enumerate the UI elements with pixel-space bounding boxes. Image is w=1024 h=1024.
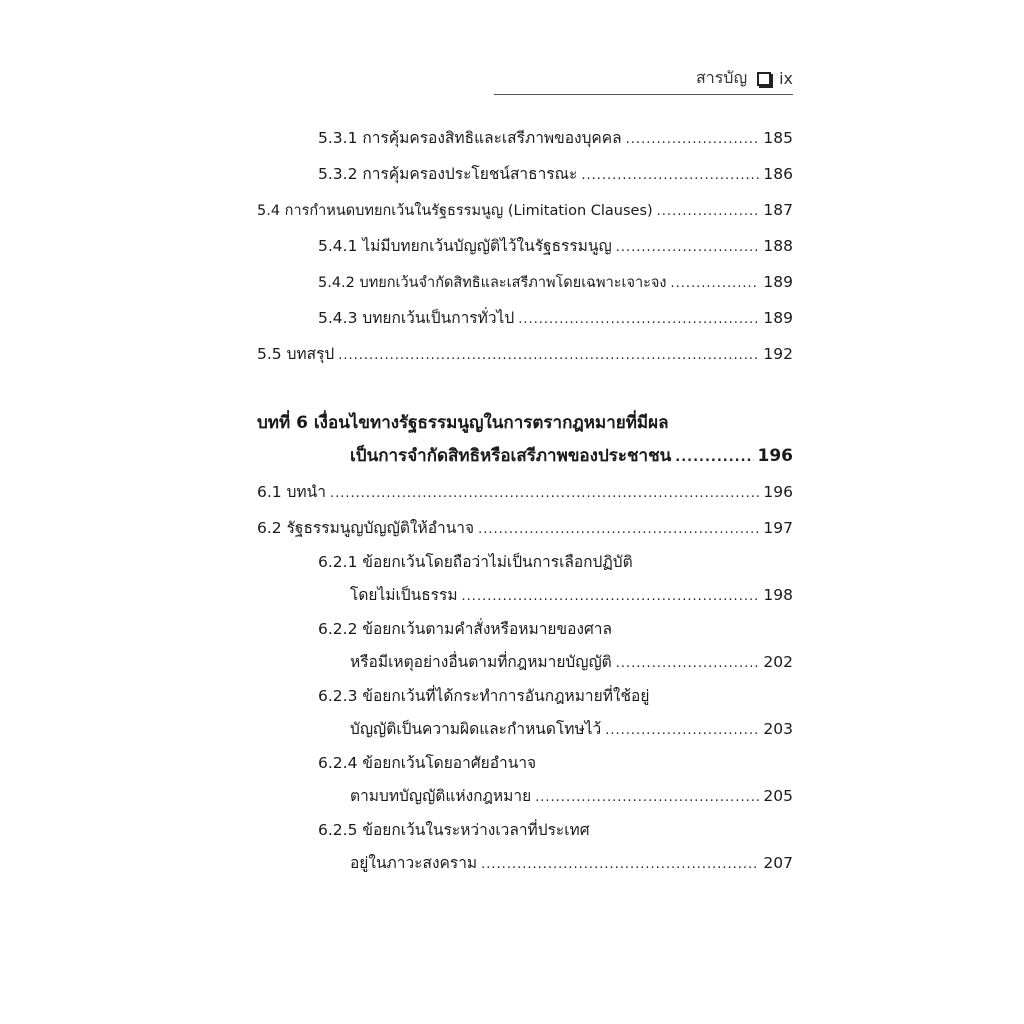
header-page-number: ix bbox=[779, 69, 793, 88]
toc-entry-6-2-2[interactable] bbox=[318, 618, 793, 640]
leader-dots bbox=[671, 273, 760, 295]
header-title: สารบัญ bbox=[695, 68, 748, 87]
toc-entry-page: 202 bbox=[763, 653, 793, 671]
toc-entry-5-4-2[interactable] bbox=[318, 271, 793, 293]
toc-entry-page: 189 bbox=[763, 309, 793, 327]
toc-entry-label: 5.4.3 บทยกเว้นเป็นการทั่วไป bbox=[318, 309, 515, 327]
toc-entry-label: 5.3.1 การคุ้มครองสิทธิและเสรีภาพของบุคคล bbox=[318, 129, 622, 147]
toc-entry-6-2-4-continued[interactable] bbox=[350, 785, 793, 807]
chapter-title-continued: เป็นการจำกัดสิทธิหรือเสรีภาพของประชาชน bbox=[350, 446, 672, 466]
leader-dots bbox=[605, 720, 759, 742]
leader-dots bbox=[462, 586, 760, 608]
running-header bbox=[494, 64, 793, 95]
toc-entry-6-1[interactable] bbox=[257, 481, 793, 503]
toc-entry-page: 207 bbox=[763, 854, 793, 872]
toc-entry-label: โดยไม่เป็นธรรม bbox=[350, 586, 458, 604]
toc-entry-6-2-3-continued[interactable] bbox=[350, 718, 793, 740]
toc-entry-6-2-5-continued[interactable] bbox=[350, 852, 793, 874]
toc-entry-page: 197 bbox=[763, 519, 793, 537]
toc-entry-page: 196 bbox=[757, 446, 793, 466]
toc-entry-5-3-2[interactable] bbox=[318, 163, 793, 185]
toc-entry-label: บัญญัติเป็นความผิดและกำหนดโทษไว้ bbox=[350, 720, 602, 738]
toc-entry-label: อยู่ในภาวะสงคราม bbox=[350, 854, 478, 872]
leader-dots bbox=[338, 345, 759, 367]
toc-entry-6-2-2-continued[interactable] bbox=[350, 651, 793, 673]
toc-entry-5-5[interactable] bbox=[257, 343, 793, 365]
toc-entry-page: 203 bbox=[763, 720, 793, 738]
toc-entry-label: 6.2.3 ข้อยกเว้นที่ได้กระทำการอันกฎหมายที่ใช้อยู่ bbox=[318, 687, 650, 705]
toc-entry-label: 5.4.2 บทยกเว้นจำกัดสิทธิและเสรีภาพโดยเฉพาะเจาะจง bbox=[318, 275, 667, 291]
toc-entry-label: ตามบทบัญญัติแห่งกฎหมาย bbox=[350, 787, 532, 805]
toc-entry-page: 187 bbox=[763, 201, 793, 219]
toc-entry-6-2-5[interactable] bbox=[318, 819, 793, 841]
toc-entry-label: 6.1 บทนำ bbox=[257, 483, 326, 501]
toc-entry-page: 185 bbox=[763, 129, 793, 147]
toc-entry-5-4-3[interactable] bbox=[318, 307, 793, 329]
toc-entry-5-4-1[interactable] bbox=[318, 235, 793, 257]
toc-entry-label: 5.4.1 ไม่มีบทยกเว้นบัญญัติไว้ในรัฐธรรมนูญ bbox=[318, 237, 612, 255]
toc-entry-6-2-3[interactable] bbox=[318, 685, 793, 707]
toc-entry-page: 198 bbox=[763, 586, 793, 604]
toc-entry-label: 6.2.1 ข้อยกเว้นโดยถือว่าไม่เป็นการเลือกปฏิบัติ bbox=[318, 553, 633, 571]
toc-entry-label: หรือมีเหตุอย่างอื่นตามที่กฎหมายบัญญัติ bbox=[350, 653, 612, 671]
leader-dots bbox=[616, 237, 760, 259]
leader-dots bbox=[330, 483, 759, 505]
toc-entry-label: 6.2.4 ข้อยกเว้นโดยอาศัยอำนาจ bbox=[318, 754, 537, 772]
toc-entry-page: 186 bbox=[763, 165, 793, 183]
toc-entry-label: 5.3.2 การคุ้มครองประโยชน์สาธารณะ bbox=[318, 165, 578, 183]
leader-dots bbox=[478, 519, 759, 541]
leader-dots bbox=[657, 201, 760, 223]
toc-entry-label: 5.4 การกำหนดบทยกเว้นในรัฐธรรมนูญ (Limitation Clauses) bbox=[257, 203, 653, 219]
toc-entry-page: 188 bbox=[763, 237, 793, 255]
chapter-title: บทที่ 6 เงื่อนไขทางรัฐธรรมนูญในการตรากฎหมายที่มีผล bbox=[257, 413, 669, 433]
leader-dots bbox=[675, 447, 753, 469]
leader-dots bbox=[626, 129, 760, 151]
toc-entry-page: 205 bbox=[763, 787, 793, 805]
toc-entry-6-2-1[interactable] bbox=[318, 551, 793, 573]
toc-entry-6-2[interactable] bbox=[257, 517, 793, 539]
chapter-6-heading-continued[interactable] bbox=[350, 445, 793, 467]
toc-entry-6-2-1-continued[interactable] bbox=[350, 584, 793, 606]
leader-dots bbox=[518, 309, 759, 331]
leader-dots bbox=[481, 854, 759, 876]
toc-entry-5-4[interactable] bbox=[257, 199, 793, 221]
toc-entry-6-2-4[interactable] bbox=[318, 752, 793, 774]
header-text bbox=[696, 66, 793, 91]
toc-entry-page: 196 bbox=[763, 483, 793, 501]
toc-entry-label: 6.2 รัฐธรรมนูญบัญญัติให้อำนาจ bbox=[257, 519, 475, 537]
toc-entry-page: 189 bbox=[763, 273, 793, 291]
square-bullet-icon bbox=[757, 72, 771, 86]
toc-entry-label: 6.2.2 ข้อยกเว้นตามคำสั่งหรือหมายของศาล bbox=[318, 620, 613, 638]
chapter-6-heading[interactable] bbox=[257, 412, 793, 434]
leader-dots bbox=[616, 653, 760, 675]
toc-entry-label: 6.2.5 ข้อยกเว้นในระหว่างเวลาที่ประเทศ bbox=[318, 821, 590, 839]
toc-entry-5-3-1[interactable] bbox=[318, 127, 793, 149]
toc-entry-label: 5.5 บทสรุป bbox=[257, 345, 335, 363]
leader-dots bbox=[581, 165, 759, 187]
leader-dots bbox=[535, 787, 759, 809]
toc-entry-page: 192 bbox=[763, 345, 793, 363]
